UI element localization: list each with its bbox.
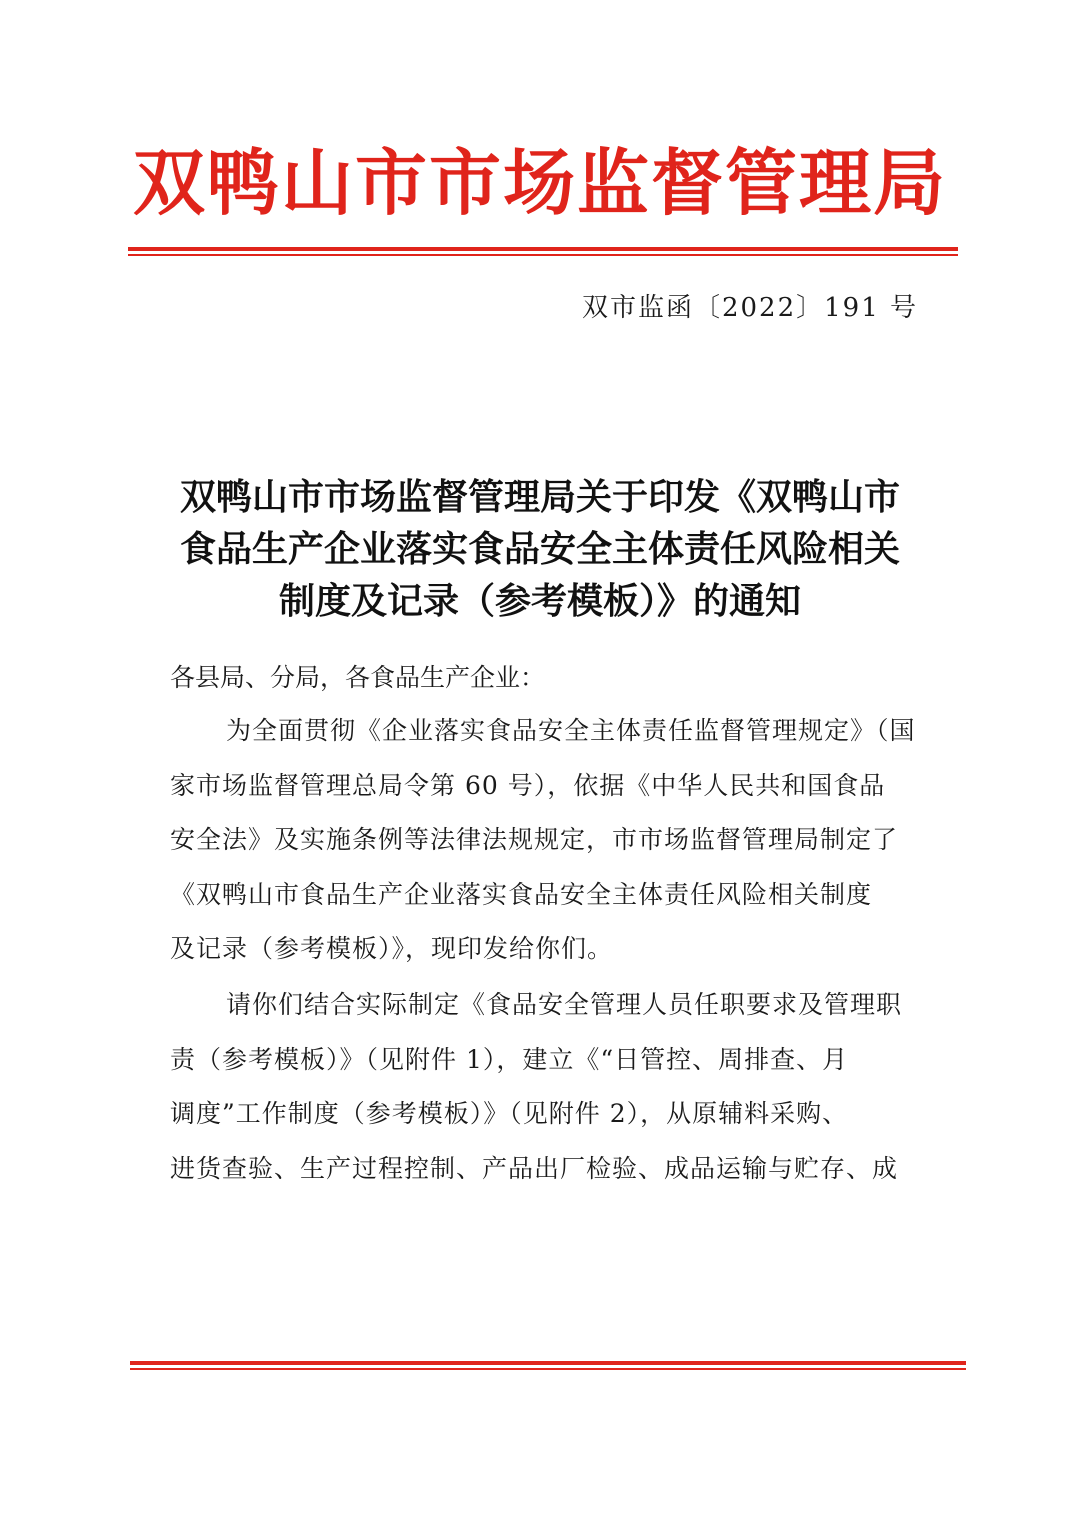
red-rule-thick	[128, 247, 958, 251]
red-rule-thin	[128, 254, 958, 256]
paragraph-line: 《双鸭山市食品生产企业落实食品安全主体责任风险相关制度	[170, 879, 873, 909]
body-paragraph	[170, 704, 922, 977]
paragraph-line: 为全面贯彻《企业落实食品安全主体责任监督管理规定》（国	[226, 716, 916, 745]
paragraph-line: 家市场监督管理总局令第 60 号），依据《中华人民共和国食品	[170, 770, 886, 800]
red-rule-thin	[130, 1368, 966, 1370]
salutation: 各县局、分局，各食品生产企业：	[170, 663, 546, 692]
footer-red-rule	[130, 1361, 966, 1370]
paragraph-line: 安全法》及实施条例等法律法规规定，市市场监督管理局制定了	[170, 825, 899, 854]
organization-header: 双鸭山市市场监督管理局	[132, 141, 947, 225]
paragraph-line: 进货查验、生产过程控制、产品出厂检验、成品运输与贮存、成	[170, 1153, 899, 1183]
title-line: 食品生产企业落实食品安全主体责任风险相关	[179, 529, 900, 570]
red-rule-thick	[130, 1361, 966, 1365]
header-red-rule	[128, 247, 958, 256]
document-title	[160, 472, 920, 628]
title-line: 制度及记录（参考模板）》的通知	[278, 581, 801, 622]
paragraph-line: 及记录（参考模板）》，现印发给你们。	[170, 934, 614, 963]
body-paragraph	[170, 978, 922, 1196]
paragraph-line: 请你们结合实际制定《食品安全管理人员任职要求及管理职	[226, 990, 903, 1019]
paragraph-line: 调度”工作制度（参考模板）》（见附件 2），从原辅料采购、	[170, 1099, 849, 1128]
paragraph-line: 责（参考模板）》（见附件 1），建立《“日管控、周排查、月	[170, 1044, 849, 1074]
title-line: 双鸭山市市场监督管理局关于印发《双鸭山市	[179, 477, 900, 518]
document-number: 双市监函〔2022〕191 号	[581, 293, 918, 323]
